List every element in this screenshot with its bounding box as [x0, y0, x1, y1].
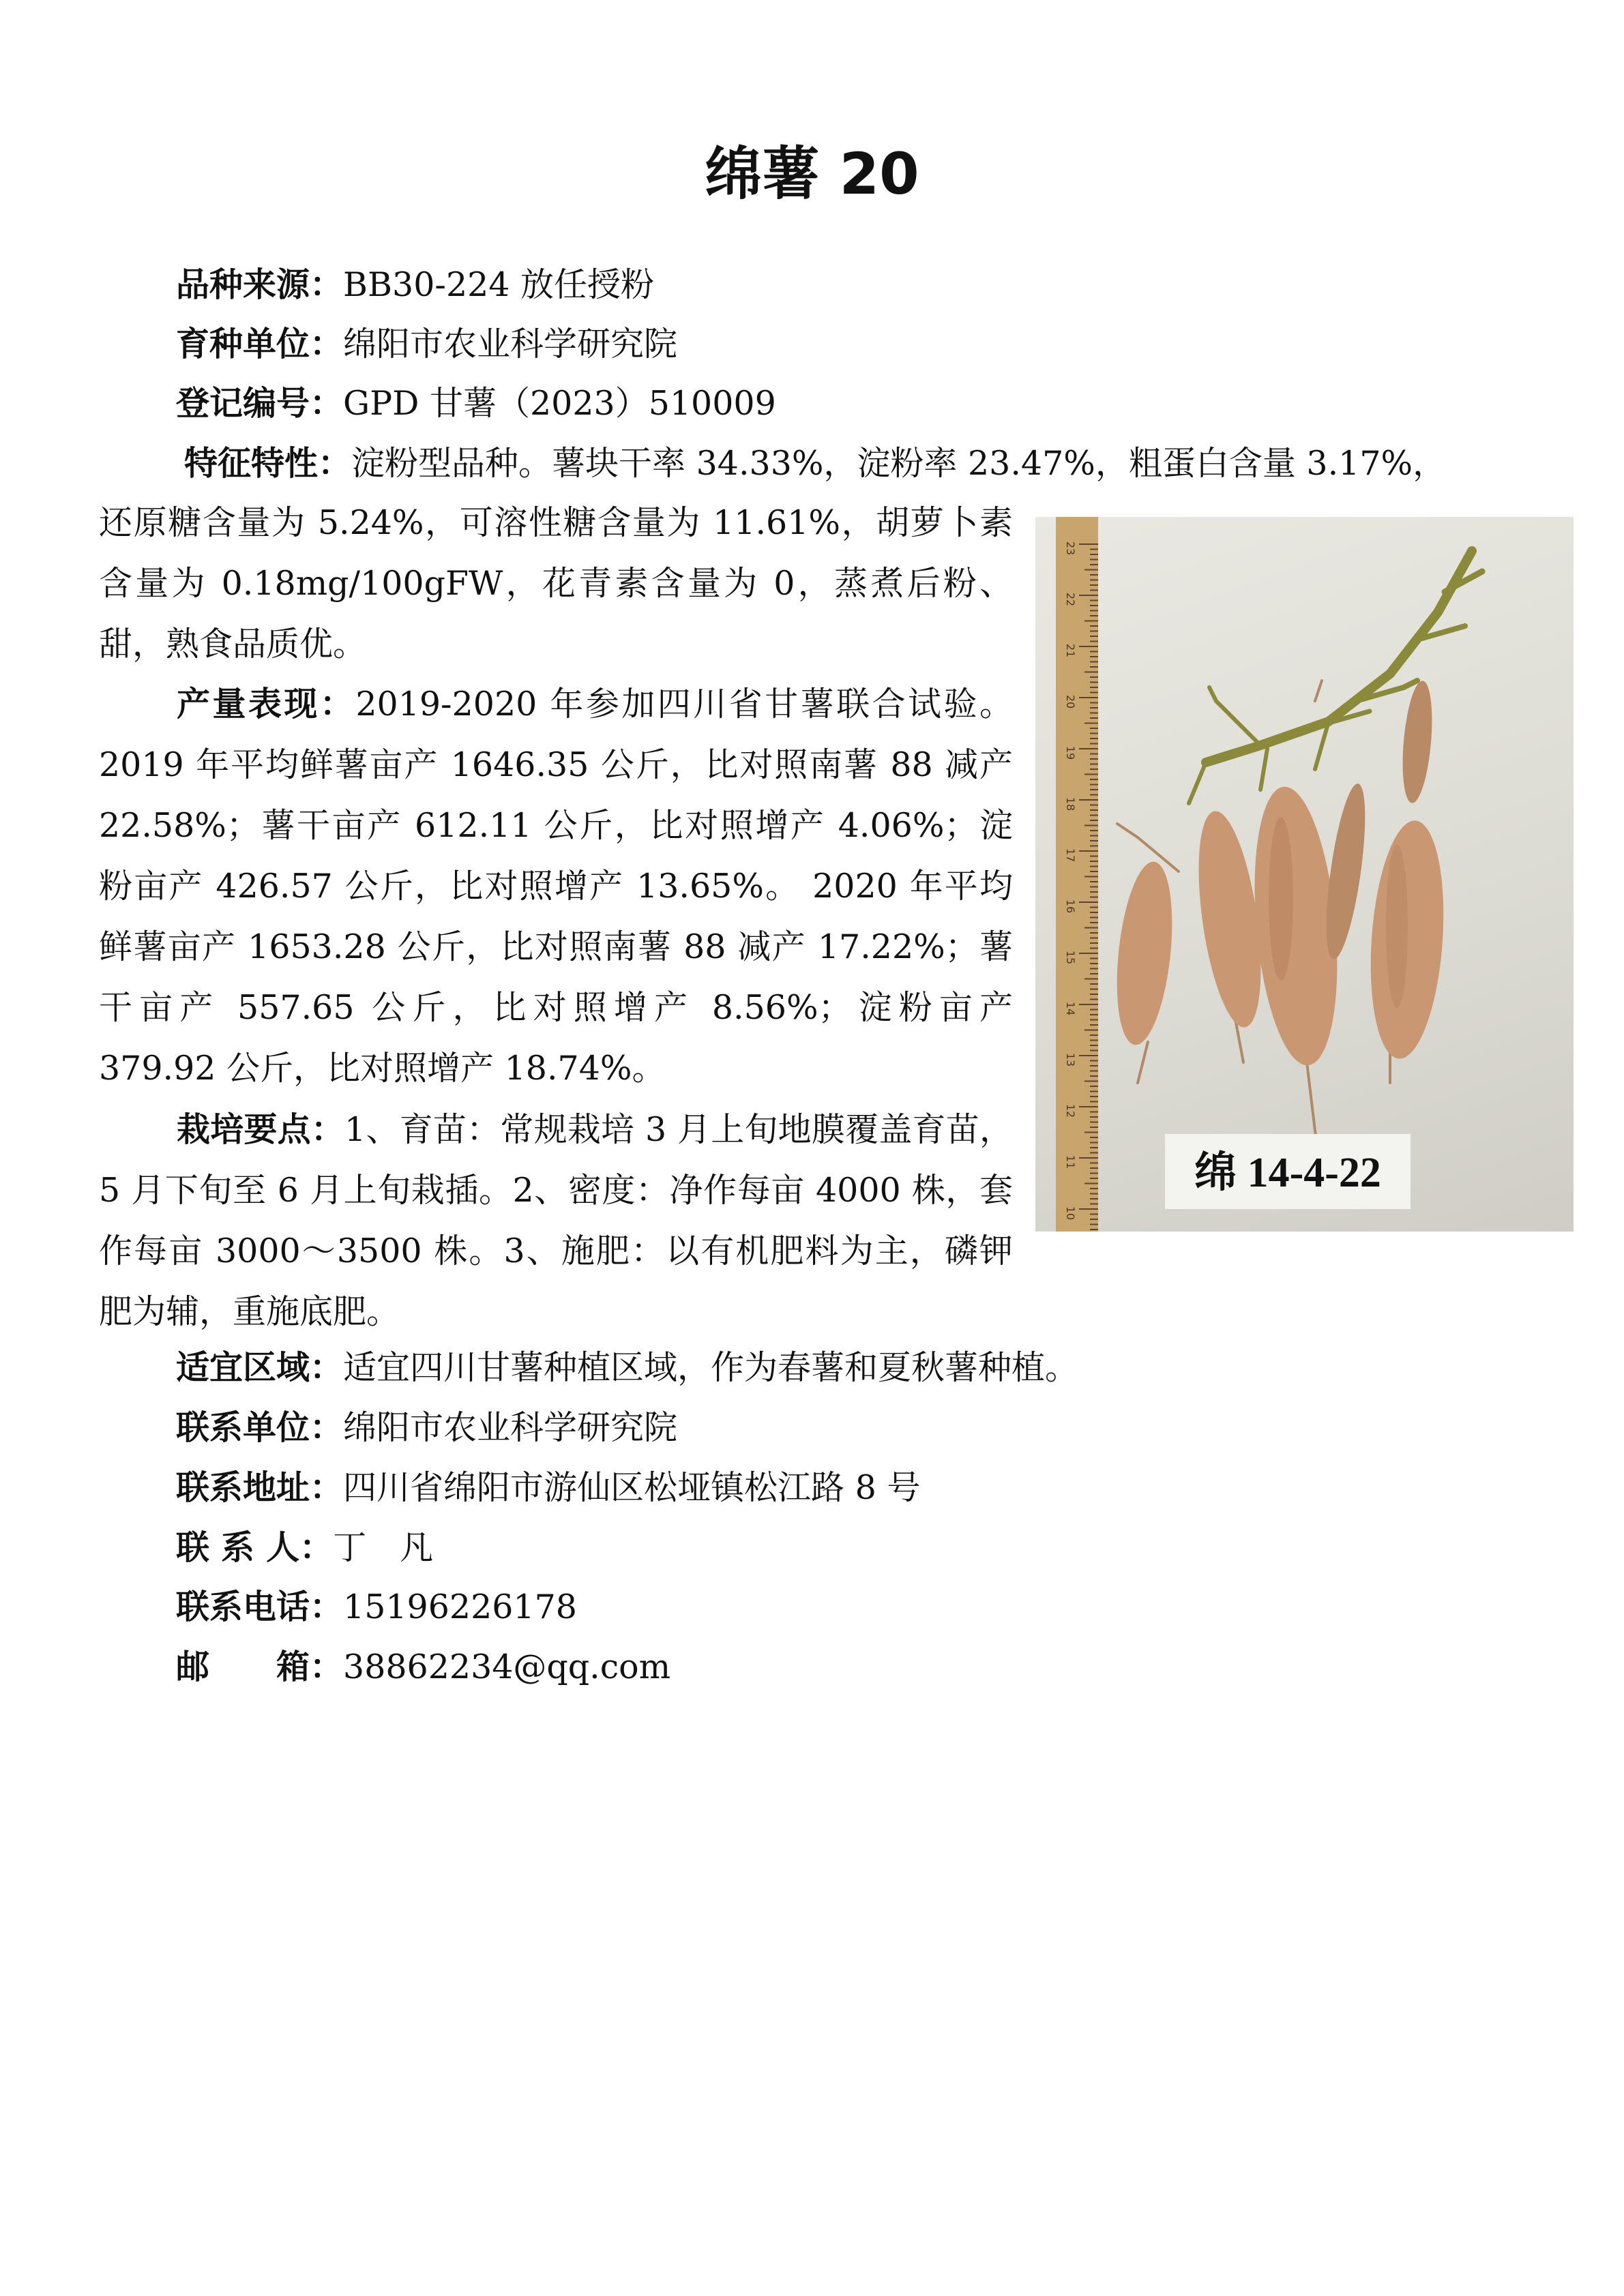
document-title: 绵薯 20 — [705, 140, 919, 207]
phone-label: 联系电话： — [176, 1587, 344, 1626]
vine-stems — [1189, 551, 1482, 803]
email-row — [176, 1647, 670, 1688]
cultivation-paragraph — [99, 1099, 1013, 1342]
address-label: 联系地址： — [176, 1468, 344, 1507]
breeder-row — [176, 324, 677, 365]
ruler-number: 16 — [1064, 899, 1077, 914]
ruler-number: 10 — [1064, 1206, 1077, 1221]
ruler-number: 20 — [1064, 694, 1077, 709]
breeder-label: 育种单位： — [176, 325, 344, 363]
photo-tag-text: 绵 14-4-22 — [1194, 1150, 1381, 1196]
cultivation-label: 栽培要点： — [177, 1110, 345, 1149]
yield-paragraph — [99, 674, 1013, 1099]
ruler-number: 18 — [1064, 796, 1077, 811]
source-row — [176, 265, 654, 305]
ruler-number: 11 — [1064, 1154, 1077, 1169]
contact-unit-value: 绵阳市农业科学研究院 — [343, 1408, 678, 1447]
ruler-number: 15 — [1064, 950, 1077, 965]
contact-unit-label: 联系单位： — [176, 1408, 344, 1447]
characteristics-first-line — [184, 443, 1446, 484]
characteristics-label: 特征特性： — [184, 444, 352, 483]
characteristics-paragraph — [99, 492, 1013, 674]
region-row — [176, 1347, 1078, 1388]
characteristics-first-text: 淀粉型品种。薯块干率 34.33%，淀粉率 23.47%，粗蛋白含量 3.17%， — [351, 444, 1447, 483]
photo-illustration — [1035, 517, 1574, 1232]
yield-label: 产量表现： — [177, 685, 356, 724]
phone-row — [176, 1587, 577, 1628]
email-label: 邮 箱： — [176, 1648, 344, 1686]
registration-value: GPD 甘薯（2023）510009 — [343, 384, 776, 423]
cultivation-text: 1、育苗：常规栽培 3 月上旬地膜覆盖育苗，5 月下旬至 6 月上旬栽插。2、密度：净作每亩 4000 株，套作每亩 3000～3500 株。3、施肥：以有机肥料为主，磷钾肥为辅，重施底肥。 — [99, 1110, 1013, 1331]
email-value: 38862234@qq.com — [343, 1648, 671, 1686]
yield-text: 2019-2020 年参加四川省甘薯联合试验。2019 年平均鲜薯亩产 1646.35 公斤，比对照南薯 88 减产 22.58%；薯干亩产 612.11 公斤，比对照增产 4.06%；淀粉亩产 426.57 公斤，比对照增产 13.65%。 2020 年平均鲜薯亩产 1653.28 公斤，比对照南薯 88 减产 17.22%；薯干亩产 557.65 公斤，比对照增产 8.56%；淀粉亩产 379.92 公斤，比对照增产 18.74%。 — [99, 685, 1013, 1088]
ruler-number: 12 — [1064, 1103, 1077, 1118]
ruler-number: 13 — [1064, 1052, 1077, 1067]
address-row — [176, 1467, 920, 1508]
registration-label: 登记编号： — [176, 384, 344, 423]
person-label: 联 系 人： — [176, 1528, 334, 1567]
ruler-number: 19 — [1064, 745, 1077, 760]
address-value: 四川省绵阳市游仙区松垭镇松江路 8 号 — [343, 1468, 921, 1507]
ruler-number: 22 — [1064, 592, 1077, 607]
ruler-number: 17 — [1064, 848, 1077, 863]
ruler-number: 21 — [1064, 643, 1077, 658]
region-label: 适宜区域： — [176, 1348, 344, 1387]
contact-unit-row — [176, 1407, 677, 1448]
sweet-potato-photo — [1035, 517, 1574, 1232]
source-value: BB30-224 放任授粉 — [343, 265, 655, 304]
phone-value: 15196226178 — [343, 1587, 577, 1626]
region-value: 适宜四川甘薯种植区域，作为春薯和夏秋薯种植。 — [343, 1348, 1079, 1387]
person-row — [176, 1527, 433, 1568]
ruler-number: 23 — [1064, 541, 1077, 556]
characteristics-text: 还原糖含量为 5.24%，可溶性糖含量为 11.61%，胡萝卜素含量为 0.18mg/100gFW，花青素含量为 0，蒸煮后粉、甜，熟食品质优。 — [99, 503, 1013, 664]
ruler — [1056, 517, 1098, 1232]
breeder-value: 绵阳市农业科学研究院 — [343, 325, 678, 363]
person-value: 丁 凡 — [333, 1528, 434, 1567]
ruler-number: 14 — [1064, 1001, 1077, 1016]
source-label: 品种来源： — [176, 265, 344, 304]
registration-row — [176, 383, 776, 424]
